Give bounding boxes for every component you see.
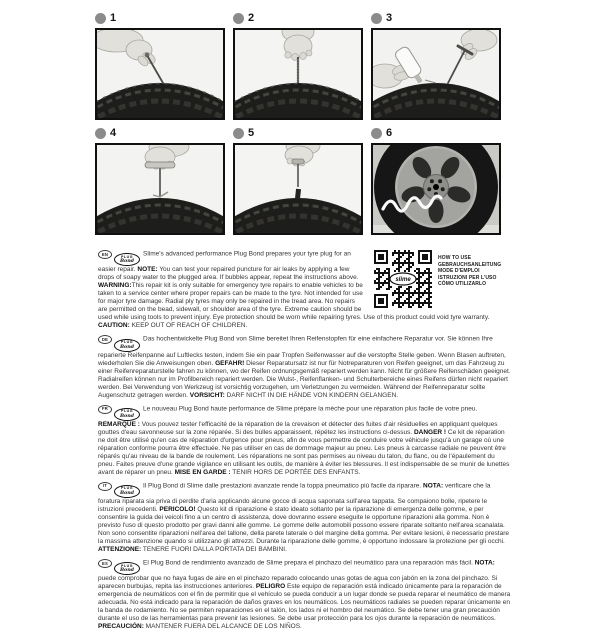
step-number: 6 xyxy=(386,127,393,139)
lang-badge-en xyxy=(98,250,112,259)
step-1-photo xyxy=(97,30,223,118)
lang-code: ES xyxy=(102,560,108,566)
plug-bond-logo xyxy=(114,253,140,266)
plug-bond-top: PLUG xyxy=(121,339,133,344)
step-4-photo xyxy=(97,145,223,233)
lang-badge-es xyxy=(98,559,112,568)
step-number-bullet xyxy=(233,13,244,24)
step-panel-3 xyxy=(371,12,501,120)
slime-logo xyxy=(390,273,416,285)
step-6-photo xyxy=(373,145,499,233)
plug-bond-top: PLUG xyxy=(121,486,133,491)
section-text: Das hochentwickelte Plug Bond von Slime bereitet Ihren Reifenstopfen für eine einfachere Reparatur vor. Sie können Ihre reparierte Reifenpanne auf Luftlecks testen, indem Sie ein paar Tropfen Seifenwasser auf die verstopfte Stelle geben. Wenn Blasen auftreten, wiederholen Sie die Anweisungen oben. GEFAHR! Dieser Reparatursatz ist nur für Notreparaturen von Reifen geeignet, um das Fahrzeug zu einer Reifenreparaturstelle fahren zu können, wo der Reifen ordnungsgemäß repariert werden kann. Nicht für größere Reifenschäden geeignet. Radialreifen können nur im Profilbereich repariert werden. Die Wulst-, Reifenflanken- und Schulterbereiche eines Reifens dürfen nicht repariert werden. Bei Verwendung von Werkzeug ist vorsichtig vorzugehen, um Verletzungen zu vermeiden. Während der Reifenreparatur sollte Augenschutz getragen werden. VORSICHT: DARF NICHT IN DIE HÄNDE VON KINDERN GELANGEN. xyxy=(98,335,511,399)
step-4-header xyxy=(95,127,225,140)
step-photo-frame xyxy=(95,28,225,120)
steps-row-1 xyxy=(95,12,501,120)
plug-bond-top: PLUG xyxy=(121,254,133,259)
fist-icon xyxy=(282,30,314,60)
plug-bond-bottom: Bond xyxy=(119,567,135,574)
plug-bond-logo xyxy=(114,339,140,352)
step-number-bullet xyxy=(371,128,382,139)
lang-badge-it xyxy=(98,482,112,491)
step-panel-4 xyxy=(95,127,225,235)
step-panel-1 xyxy=(95,12,225,120)
lang-badge-de xyxy=(98,335,112,344)
plug-stub-icon xyxy=(295,189,301,199)
section-text: Il Plug Bond di Slime dalle prestazioni avanzate rende la toppa pneumatico più facile da riparare. NOTA: verificare che la foratura riparata sia priva di perdite d'aria applicando alcune gocce di acqua saponata sull'area tappata. Se compaiono bolle, ripetere le istruzioni precedenti. PERICOLO! Questo kit di riparazione è stato ideato soltanto per la riparazione di emergenza delle gomme, e per consentire la guida dei veicoli fino a un centro di assistenza, dove dovranno essere eseguite le opportune riparazioni alla gomma. Non è previsto l'uso di questo prodotto per gravi danni alle gomme. Le gomme delle automobili possono essere riparate soltanto nell'area scanalata. Non sono consentite riparazioni nell'area del tallone, della parete laterale o del margine della gomma. Per evitare lesioni, è necessario prestare la massima attenzione quando si utilizzano gli attrezzi. Durante la riparazione delle gomme, è opportuno indossare la protezione per gli occhi. ATTENZIONE: TENERE FUORI DALLA PORTATA DEI BAMBINI. xyxy=(98,482,509,554)
step-5-header xyxy=(233,127,363,140)
qr-code xyxy=(374,250,432,308)
lang-code: IT xyxy=(102,483,108,489)
plug-bond-bottom: Bond xyxy=(119,412,135,419)
plug-bond-logo xyxy=(114,408,140,421)
step-number-bullet xyxy=(233,128,244,139)
plug-bond-bottom: Bond xyxy=(119,343,135,350)
step-5-photo xyxy=(235,145,361,233)
step-photo-frame xyxy=(233,143,363,235)
section-en xyxy=(98,250,512,330)
how-to-use-line: GEBRAUCHSANLEITUNG xyxy=(438,261,502,268)
plug-bond-bottom: Bond xyxy=(119,258,135,265)
step-number: 4 xyxy=(110,127,117,139)
step-photo-frame xyxy=(371,28,501,120)
steps-grid xyxy=(95,12,501,242)
step-number: 5 xyxy=(248,127,255,139)
lang-code: DE xyxy=(101,336,109,342)
step-panel-6 xyxy=(371,127,501,235)
lang-badge-fr xyxy=(98,405,112,414)
plug-bond-top: PLUG xyxy=(121,409,133,414)
step-3-header xyxy=(371,12,501,25)
how-to-use-block xyxy=(438,250,501,288)
qr-slime-label: slime xyxy=(395,277,411,284)
plug-bond-logo xyxy=(114,485,140,498)
step-panel-2 xyxy=(233,12,363,120)
wheel-icon xyxy=(374,145,498,233)
step-6-header xyxy=(371,127,501,140)
qr-block xyxy=(374,250,512,308)
section-it xyxy=(98,482,512,554)
step-number-bullet xyxy=(371,13,382,24)
section-text: El Plug Bond de rendimiento avanzado de Slime prepara el pinchazo del neumático para una reparación más fácil. NOTA: puede comprobar que no haya fugas de aire en el pinchazo reparado colocando unas gotas de agua con jabón en la zona del pinchazo. Si aparecen burbujas, repita las instrucciones anteriores. PELIGRO Este equipo de reparación está indicado únicamente para la reparación de emergencia de neumáticos con el fin de permitir que el vehículo se pueda conducir a un lugar donde se pueda reparar el neumático de manera adecuada. No está indicado para la reparación de daños graves en los neumáticos. Los neumáticos radiales se pueden reparar únicamente en la banda de rodamiento. No se permiten reparaciones en el talón, los lados ni el hombro del neumático. Se debe tener una gran precaución durante el uso de las herramientas para prevenir las lesiones. Se debe usar protección para los ojos durante la reparación de neumáticos. PRECAUCIÓN: MANTENER FUERA DEL ALCANCE DE LOS NIÑOS. xyxy=(98,559,511,631)
plug-bond-logo xyxy=(114,562,140,575)
how-to-use-line: MODE D'EMPLOI xyxy=(438,268,480,275)
section-text: Le nouveau Plug Bond haute performance de Slime prépare la mèche pour une réparation plus facile de votre pneu. REMARQUE : Vous pouvez tester l'efficacité de la réparation de la crevaison et détecter des fuites d'air résiduelles en appliquant quelques gouttes d'eau savonneuse sur la zone réparée. Si des bulles apparaissent, répétez les instructions ci-dessus. DANGER ! Ce kit de réparation ne doit être utilisé qu'en cas de réparation d'urgence pour pneus, afin de vous permettre de conduire votre véhicule jusqu'à un garage où une réparation conforme pourra être effectuée. Ne pas utiliser en cas de dommage majeur au pneu. Les pneus à carcasse radiale ne peuvent être réparés qu'au niveau de la bande de roulement. Les réparations ne sont pas permises au niveau du talon, du flanc, ou de l'épaulement du pneu. Faites preuve d'une grande vigilance en utilisant les outils, de manière à éviter les blessures. Il est indispensable de se munir de lunettes avant de réparer un pneu. MISE EN GARDE : TENIR HORS DE PORTÉE DES ENFANTS. xyxy=(98,405,510,476)
step-number: 2 xyxy=(248,12,255,24)
step-number: 1 xyxy=(110,12,117,24)
section-es xyxy=(98,559,512,631)
step-photo-frame xyxy=(95,143,225,235)
lang-code: FR xyxy=(102,406,108,412)
instructions xyxy=(98,250,512,636)
step-2-header xyxy=(233,12,363,25)
step-photo-frame xyxy=(371,143,501,235)
step-1-header xyxy=(95,12,225,25)
step-photo-frame xyxy=(233,28,363,120)
how-to-use-line: CÓMO UTILIZARLO xyxy=(438,281,487,288)
steps-row-2 xyxy=(95,127,501,235)
section-text: Slime's advanced performance Plug Bond prepares your tyre plug for an easier repair. NOTE: You can test your repaired puncture for air leaks by applying a few drops of soapy water to the plugged area. If bubbles appear, repeat the instructions above. WARNING:This repair kit is only suitable for emergency tyre repairs to enable vehicles to be taken to a service center where proper repairs can be made to the tyre. Not intended for use for major tyre damage. Radial ply tyres may only be repaired in the tread area. No repairs are permitted on the bead, sidewall, or shoulder area of the tyre. Extreme caution should be used while using tools to prevent injury. Eye protection should be worn while repairing tyres. Use of this product could void tyre warranty. CAUTION: KEEP OUT OF REACH OF CHILDREN. xyxy=(98,250,490,330)
lang-code: EN xyxy=(101,251,109,257)
step-2-photo xyxy=(235,30,361,118)
section-fr xyxy=(98,405,512,477)
step-3-photo xyxy=(373,30,499,118)
how-to-use-line: HOW TO USE xyxy=(438,255,472,261)
plug-bond-bottom: Bond xyxy=(119,490,135,497)
section-de xyxy=(98,335,512,399)
step-number: 3 xyxy=(386,12,393,24)
step-number-bullet xyxy=(95,13,106,24)
step-panel-5 xyxy=(233,127,363,235)
plug-bond-top: PLUG xyxy=(121,563,133,568)
step-number-bullet xyxy=(95,128,106,139)
how-to-use-line: ISTRUZIONI PER L'USO xyxy=(438,274,497,281)
